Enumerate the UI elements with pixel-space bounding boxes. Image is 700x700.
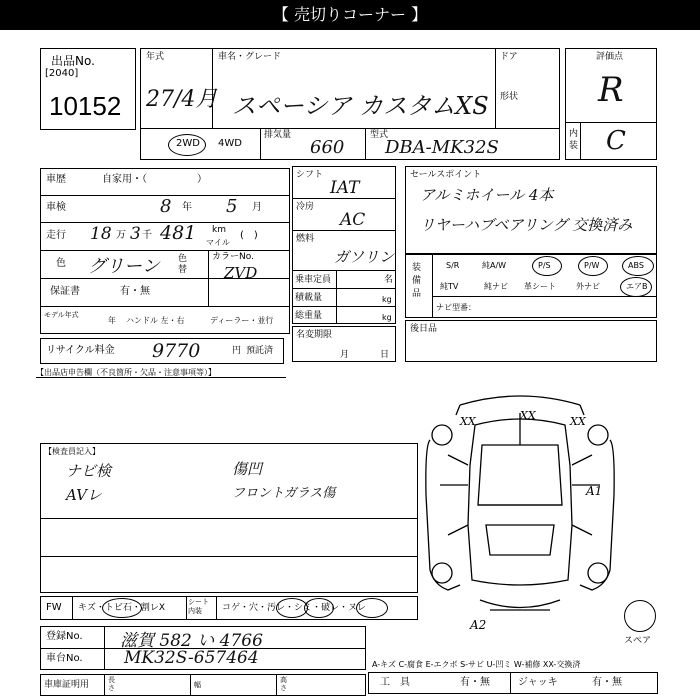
shift-value: IAT (330, 178, 360, 198)
weight-unit: kg (382, 313, 392, 322)
mark-bottom: A2 (470, 618, 487, 632)
ac-label: 冷房 (296, 202, 315, 212)
chassis-label: 車台No. (46, 653, 83, 664)
mark-top-mid: XX (520, 409, 536, 422)
lot-label: 出品No. (51, 54, 95, 68)
fuel-value: ガソリン (334, 248, 395, 266)
recycle-value: 9770 (152, 340, 201, 362)
tools-label: 工 具 (380, 677, 410, 688)
sales-points-line1: アルミホイール 4本 (420, 186, 554, 204)
capacity-label: 乗車定員 (295, 275, 332, 285)
history-value: 自家用・（ ） (102, 174, 207, 185)
mileage-km: km (212, 225, 226, 235)
mileage-man-unit: 万 (116, 230, 126, 241)
equip-sr: S/R (446, 261, 460, 270)
recycle-label: リサイクル料金 (46, 345, 115, 356)
grade-value: R (598, 70, 624, 110)
displacement-label: 排気量 (264, 130, 292, 140)
dealer-notes-label: 【出品店申告欄（不良箇所・欠品・注意事項等）】 (36, 368, 216, 377)
equip-abs: ABS (628, 261, 644, 270)
mileage-label: 走行 (46, 230, 66, 241)
jack-value: 有・無 (592, 677, 622, 688)
drive-circle (168, 134, 206, 156)
equip-tv: 純TV (440, 282, 459, 291)
interior-label: 内装 (569, 129, 579, 151)
registration-change-day: 日 (380, 350, 390, 360)
inspection-year-unit: 年 (182, 202, 192, 213)
color-code-label: カラーNo. (212, 252, 254, 262)
equip-aw: 純A/W (482, 261, 507, 270)
after-items-box (405, 320, 657, 362)
recycle-note: 預託済 (246, 346, 274, 356)
recycle-unit: 円 (232, 346, 242, 356)
inspection-year: 8 (160, 196, 172, 217)
weight-label: 総重量 (295, 311, 323, 321)
tools-value: 有・無 (460, 677, 490, 688)
cert-length: 長さ (108, 676, 115, 692)
capacity-unit: 名 (384, 275, 394, 285)
model-year-year: 年 (108, 316, 116, 325)
mileage-mile: マイル (206, 238, 230, 247)
mileage-man: 18 (90, 224, 112, 244)
inspector-note2: AVレ (66, 486, 102, 504)
cert-height: 高さ (280, 676, 287, 692)
sales-points-label: セールスポイント (410, 170, 482, 180)
grade-label: 評価点 (596, 52, 624, 62)
color-value: グリーン (88, 256, 160, 277)
warranty-value: 有・無 (120, 286, 150, 297)
plate-label: 登録No. (46, 631, 83, 642)
registration-change-month: 月 (340, 350, 350, 360)
header-bar (0, 0, 700, 30)
inspector-note3: 傷凹 (232, 460, 263, 478)
load-label: 積載量 (295, 293, 323, 303)
condition-seat-label: シート内装 (188, 598, 209, 615)
name-label: 車名・グレード (218, 52, 282, 62)
plate-value: 滋賀 582 い 4766 (120, 631, 263, 651)
lot-number: 10152 (49, 91, 122, 121)
car-diagram (420, 385, 620, 635)
equip-pw: P/W (584, 261, 600, 270)
model-label: 型式 (370, 130, 389, 140)
model-year-dealer: ディーラー・並行 (210, 316, 274, 325)
fuel-label: 燃料 (296, 234, 315, 244)
displacement-value: 660 (310, 137, 345, 158)
equip-navi: 純ナビ (484, 282, 508, 291)
mileage-paren: ( ) (240, 230, 258, 241)
condition-seat-items: コゲ・穴・汚レ・シミ・破レ・ヌレ (222, 603, 367, 613)
history-grid (40, 168, 290, 334)
equip-ps: P/S (538, 261, 551, 270)
spare-tire-icon (624, 600, 656, 632)
color-code-value: ZVD (224, 264, 258, 282)
equip-airbag: エアB (626, 282, 648, 291)
damage-legend: A-キズ C-腐食 E-エクボ S-サビ U-凹ミ W-補修 XX-交換済 (372, 660, 581, 669)
year-value: 27/4月 (146, 87, 218, 112)
inspection-month: 5 (226, 196, 238, 217)
ac-value: AC (340, 210, 366, 230)
equipment-label: 装備品 (412, 263, 422, 299)
after-items-label: 後日品 (410, 324, 438, 334)
color-label: 色 (56, 258, 66, 269)
lot-box (40, 48, 136, 130)
drive-2wd: 2WD (176, 138, 200, 149)
inspection-month-unit: 月 (252, 202, 262, 213)
mileage-sen: 3 (130, 224, 141, 244)
model-value: DBA-MK32S (385, 137, 499, 158)
spare-label: スペア (624, 636, 652, 646)
drive-4wd: 4WD (218, 138, 242, 149)
inspector-note4: フロントガラス傷 (232, 486, 336, 501)
model-year-label: モデル年式 (44, 311, 79, 319)
mark-top-right: XX (570, 415, 586, 428)
year-label: 年式 (146, 52, 165, 62)
inspector-note1: ナビ検 (66, 462, 112, 480)
load-unit: kg (382, 295, 392, 304)
inspector-label: 【検査員記入】 (44, 447, 100, 456)
sales-points-line2: リヤーハブベアリング 交換済み (420, 216, 633, 234)
mark-top-left: XX (460, 415, 476, 428)
history-label: 車歴 (46, 174, 66, 185)
header-title: 【 売切りコーナー 】 (272, 5, 428, 24)
model-year-handle: ハンドル 左・右 (126, 316, 185, 325)
jack-label: ジャッキ (518, 677, 558, 688)
cert-width: 幅 (194, 681, 201, 689)
shift-label: シフト (296, 170, 324, 180)
interior-value: C (606, 126, 626, 156)
navi-model-label: ナビ型番： (436, 303, 476, 312)
door-label: ドア (500, 52, 518, 62)
chassis-value: MK32S-657464 (124, 648, 259, 668)
mileage-rest: 481 (160, 222, 197, 244)
equip-leather: 革シート (524, 282, 556, 291)
color-change-label: 色替 (178, 254, 188, 275)
inspection-label: 車検 (46, 202, 66, 213)
condition-scratches: キズ・トビ石・割レX (78, 603, 165, 613)
registration-change-label: 名変期限 (296, 330, 333, 340)
lot-code: [2040] (45, 68, 79, 79)
equip-ext-navi: 外ナビ (576, 282, 600, 291)
cert-label: 車庫証明用 (44, 680, 90, 690)
mileage-sen-unit: 千 (142, 230, 152, 241)
name-value: スペーシア カスタムXS (232, 92, 489, 120)
form-label: 形状 (500, 92, 519, 102)
mark-right: A1 (586, 484, 603, 498)
warranty-label: 保証書 (50, 286, 80, 297)
condition-fw: FW (46, 602, 62, 613)
